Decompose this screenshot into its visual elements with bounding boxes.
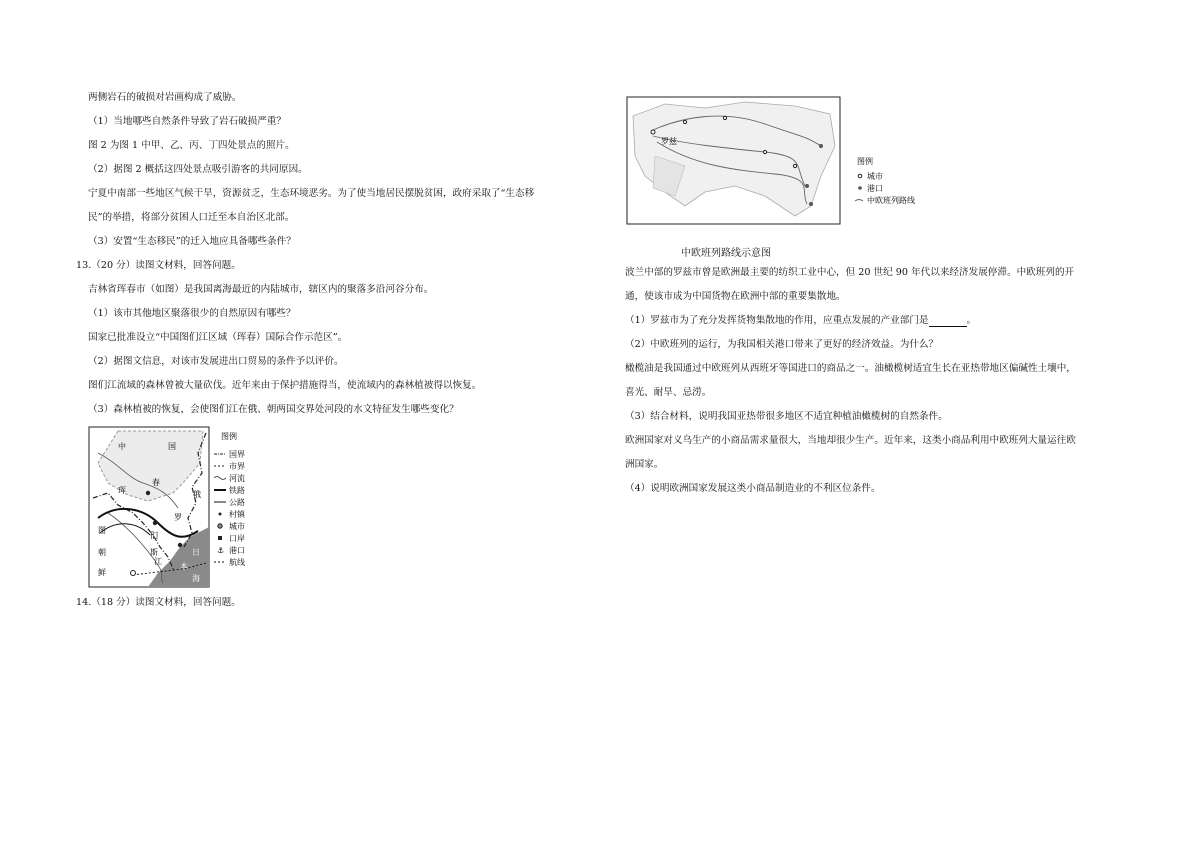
paragraph-ningxia-b: 民”的举措，将部分贫困人口迁至本自治区北部。 (88, 212, 295, 223)
legend-port: 港口 (229, 546, 245, 555)
label-hun: 珲 (118, 486, 126, 495)
port-marker-2 (805, 184, 809, 188)
question-14-1 (625, 315, 1115, 327)
rail-legend-port-swatch (858, 186, 862, 190)
question-14-2: （2）中欧班列的运行，为我国相关港口带来了更好的经济效益。为什么？ (625, 339, 939, 350)
rail-legend-title: 图例 (857, 157, 873, 166)
paragraph-lodz-b: 通，使该市成为中国货物在欧洲中部的重要集散地。 (625, 291, 846, 302)
china-europe-rail-map (625, 96, 945, 238)
label-ben: 本 (180, 562, 188, 571)
port-marker (178, 543, 182, 547)
question-14-4: （4）说明欧洲国家发展这类小商品制造业的不利区位条件。 (625, 483, 881, 494)
legend-items (214, 450, 246, 567)
left-column (76, 92, 593, 609)
city-marker (153, 521, 157, 525)
label-lodz: 罗兹 (661, 137, 677, 146)
label-ri: 日 (192, 548, 200, 557)
label-chun: 春 (152, 478, 160, 487)
legend-town: 村镇 (229, 510, 245, 519)
question-14-heading: 14.（18 分）读图文材料，回答问题。 (76, 597, 241, 608)
city-marker-3 (763, 150, 766, 153)
legend-crossing: 口岸 (229, 534, 245, 543)
rail-legend-route-swatch (855, 200, 863, 202)
rail-legend-port: 港口 (867, 184, 883, 193)
label-guo: 国 (168, 442, 176, 451)
legend-border: 国界 (229, 450, 245, 459)
paragraph-hunchun: 吉林省珲春市（如图）是我国离海最近的内陆城市，辖区内的聚落多沿河谷分布。 (88, 284, 434, 295)
legend-route: 航线 (229, 558, 245, 567)
city-lodz (651, 130, 655, 134)
rail-map-figure (625, 96, 945, 238)
label-tu: 图 (98, 526, 106, 535)
rail-legend-city: 城市 (867, 172, 883, 181)
port-marker-1 (819, 144, 823, 148)
port-marker-3 (809, 202, 813, 206)
question-2: （2）据图 2 概括这四处景点吸引游客的共同原因。 (88, 164, 308, 175)
legend-river-swatch (214, 477, 226, 480)
town-marker (146, 491, 150, 495)
label-luo: 罗 (174, 513, 182, 522)
legend-river: 河流 (229, 474, 245, 483)
legend-title: 图例 (221, 432, 237, 441)
label-men: 们 (150, 531, 158, 540)
paragraph-rock-damage: 两侧岩石的破损对岩画构成了威胁。 (88, 92, 242, 103)
hunchun-map-figure (88, 423, 258, 593)
question-13-3: （3）森林植被的恢复，会使图们江在俄、朝两国交界处河段的水文特征发生哪些变化？ (88, 404, 459, 415)
legend-port-swatch: ⚓ (217, 546, 225, 555)
city-marker-1 (683, 120, 686, 123)
paragraph-tumen-zone: 国家已批准设立“中国图们江区域（珲春）国际合作示范区”。 (88, 332, 348, 343)
city-marker-4 (793, 164, 796, 167)
rail-map-caption: 中欧班列路线示意图 (681, 248, 771, 259)
hunchun-map (88, 423, 258, 593)
paragraph-lodz-a: 波兰中部的罗兹市曾是欧洲最主要的纺织工业中心，但 20 世纪 90 年代以来经济发展停滞。中欧班列的开 (625, 267, 1075, 278)
paragraph-ningxia-a: 宁夏中南部一些地区气候干旱，资源贫乏，生态环境恶劣。为了使当地居民摆脱贫困，政府采取了“生态移 (88, 188, 535, 199)
label-si: 斯 (150, 548, 158, 557)
paragraph-olive-b: 喜光、耐旱、忌涝。 (625, 387, 712, 398)
legend-city: 城市 (229, 522, 245, 531)
legend-town-swatch (219, 513, 222, 516)
answer-blank[interactable] (929, 317, 967, 327)
city-marker-2 (723, 116, 726, 119)
question-13-2: （2）据图文信息，对该市发展进出口贸易的条件予以评价。 (88, 356, 344, 367)
label-jiang: 江 (154, 557, 162, 566)
paragraph-forest: 图们江流域的森林曾被大量砍伐。近年来由于保护措施得当，使流域内的森林植被得以恢复。 (88, 380, 482, 391)
legend-city-swatch (218, 524, 222, 528)
question-3: （3）安置“生态移民”的迁入地应具备哪些条件？ (88, 236, 296, 247)
paragraph-yiwu-b: 洲国家。 (625, 459, 664, 470)
paragraph-yiwu-a: 欧洲国家对义乌生产的小商品需求量很大，当地却很少生产。近年来，这类小商品利用中欧班列大量运往欧 (625, 435, 1076, 446)
label-e: 俄 (193, 490, 201, 499)
rail-legend-city-swatch (858, 174, 862, 178)
question-13-1: （1）该市其他地区聚落很少的自然原因有哪些？ (88, 308, 296, 319)
rail-legend-route: 中欧班列路线 (867, 196, 915, 205)
label-zhong: 中 (118, 442, 126, 451)
label-xian: 鲜 (98, 568, 106, 577)
question-14-3: （3）结合材料，说明我国亚热带很多地区不适宜种植油橄榄树的自然条件。 (625, 411, 948, 422)
paragraph-figure-2: 图 2 为图 1 中甲、乙、丙、丁四处景点的照片。 (88, 140, 295, 151)
question-14-1-text: （1）罗兹市为了充分发挥货物集散地的作用，应重点发展的产业部门是 (625, 315, 929, 326)
harbor-marker (131, 571, 136, 576)
legend-railway: 铁路 (229, 486, 245, 495)
paragraph-olive-a: 橄榄油是我国通过中欧班列从西班牙等国进口的商品之一。油橄榄树适宜生长在亚热带地区偏碱性土壤中， (625, 363, 1076, 374)
question-1: （1）当地哪些自然条件导致了岩石破损严重？ (88, 116, 286, 127)
legend-highway: 公路 (229, 498, 245, 507)
label-chao: 朝 (98, 548, 106, 557)
legend-city-boundary: 市界 (229, 462, 245, 471)
right-column (625, 96, 1115, 495)
label-hai: 海 (192, 574, 200, 583)
question-14-1-end: 。 (966, 315, 977, 326)
question-13-heading: 13.（20 分）读图文材料，回答问题。 (76, 260, 241, 271)
legend-crossing-swatch (218, 536, 222, 540)
